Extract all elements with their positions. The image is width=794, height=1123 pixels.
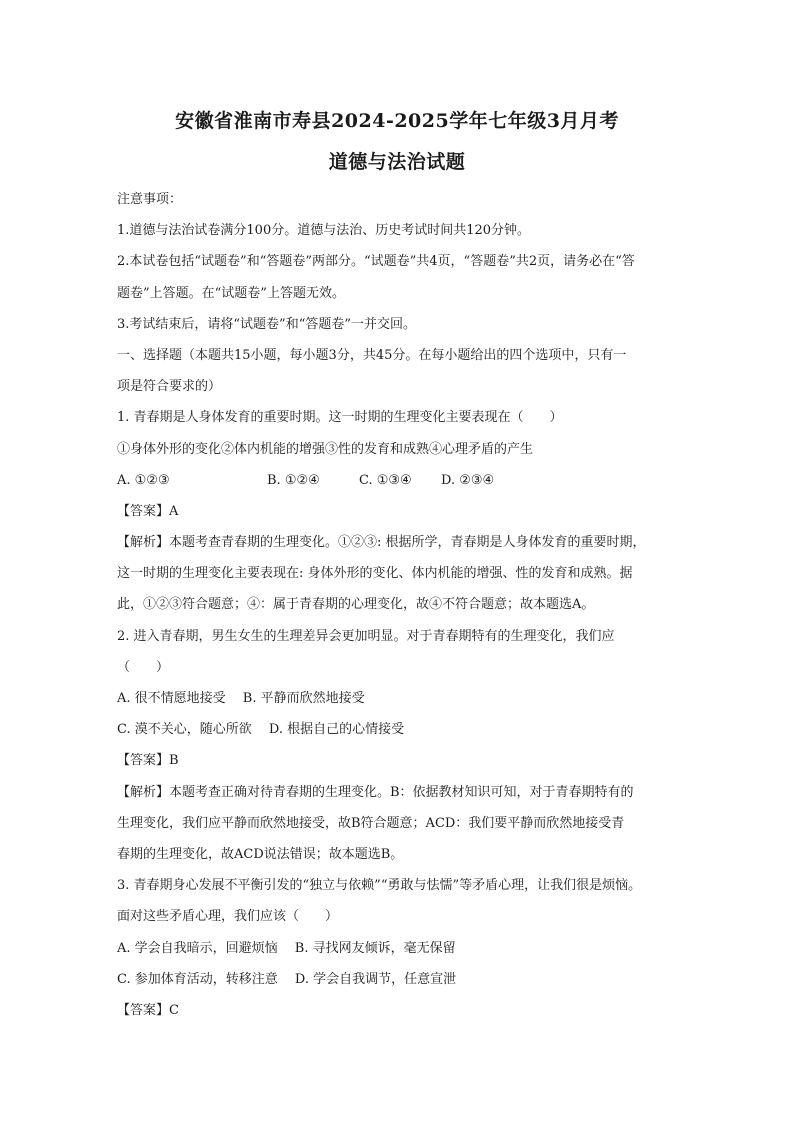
- option-b: B. ①②④: [267, 472, 320, 488]
- notice-item-2: 2.本试卷包括“试题卷”和“答题卷”两部分。“试题卷”共4页，“答题卷”共2页，请务必在“答: [117, 254, 635, 270]
- notice-item-2-cont: 题卷”上答题。在“试题卷”上答题无效。: [117, 285, 345, 301]
- question-2-analysis: 【解析】本题考查正确对待青春期的生理变化。B：依据教材知识可知，对于青春期特有的: [117, 784, 634, 800]
- exam-body: [117, 184, 677, 1026]
- question-3-stem-cont: 面对这些矛盾心理，我们应该（ ）: [117, 909, 339, 925]
- question-3-stem: 3. 青春期身心发展不平衡引发的“独立与依赖”“勇敢与怯懦”等矛盾心理，让我们很是烦恼。: [117, 878, 642, 894]
- question-2-options-cd: C. 漠不关心，随心所欲 D. 根据自己的心情接受: [117, 722, 405, 738]
- notice-item-1: 1.道德与法治试卷满分100分。道德与法治、历史考试时间共120分钟。: [117, 223, 531, 239]
- section-intro-cont: 项是符合要求的）: [117, 379, 222, 395]
- question-2-answer: 【答案】B: [117, 753, 179, 769]
- notice-item-3: 3.考试结束后，请将“试题卷”和“答题卷”一并交回。: [117, 316, 416, 332]
- question-1-options: [117, 465, 677, 496]
- question-2-analysis-end: 春期的生理变化，故ACD说法错误；故本题选B。: [117, 846, 404, 862]
- option-c: C. ①③④: [359, 472, 412, 488]
- option-d: D. ②③④: [441, 472, 495, 488]
- notice-heading: 注意事项：: [117, 192, 183, 207]
- question-1-answer: 【答案】A: [117, 503, 179, 519]
- option-a: A. ①②③: [117, 472, 170, 488]
- question-3-options-ab: A. 学会自我暗示，回避烦恼 B. 寻找网友倾诉，毫无保留: [117, 940, 456, 956]
- question-2-stem: 2. 进入青春期，男生女生的生理差异会更加明显。对于青春期特有的生理变化，我们应: [117, 628, 615, 644]
- question-1-statements: ①身体外形的变化②体内机能的增强③性的发育和成熟④心理矛盾的产生: [117, 441, 534, 457]
- question-1-analysis: 【解析】本题考查青春期的生理变化。①②③: 根据所学，青春期是人身体发育的重要时期，: [117, 535, 646, 551]
- question-2-stem-cont: （ ）: [117, 659, 170, 675]
- question-3-options-cd: C. 参加体育活动，转移注意 D. 学会自我调节，任意宣泄: [117, 971, 457, 987]
- question-2-options-ab: A. 很不情愿地接受 B. 平静而欣然地接受: [117, 691, 365, 706]
- question-2-analysis-cont: 生理变化，我们应平静而欣然地接受，故B符合题意；ACD：我们要平静而欣然地接受青: [117, 815, 625, 831]
- exam-subject-title: 道德与法治试题: [328, 151, 466, 173]
- exam-title: 安徽省淮南市寿县2024-2025学年七年级3月月考: [175, 110, 619, 132]
- question-1-analysis-cont: 这一时期的生理变化主要表现在: 身体外形的变化、体内机能的增强、性的发育和成熟。据: [117, 566, 633, 582]
- question-1-stem: 1. 青春期是人身体发育的重要时期。这一时期的生理变化主要表现在（ ）: [117, 410, 563, 426]
- section-intro: 一、选择题（本题共15小题，每小题3分，共45分。在每小题给出的四个选项中，只有一: [117, 347, 627, 363]
- question-3-answer: 【答案】C: [117, 1002, 179, 1018]
- question-1-analysis-end: 此，①②③符合题意；④：属于青春期的心理变化，故④不符合题意；故本题选A。: [117, 597, 595, 613]
